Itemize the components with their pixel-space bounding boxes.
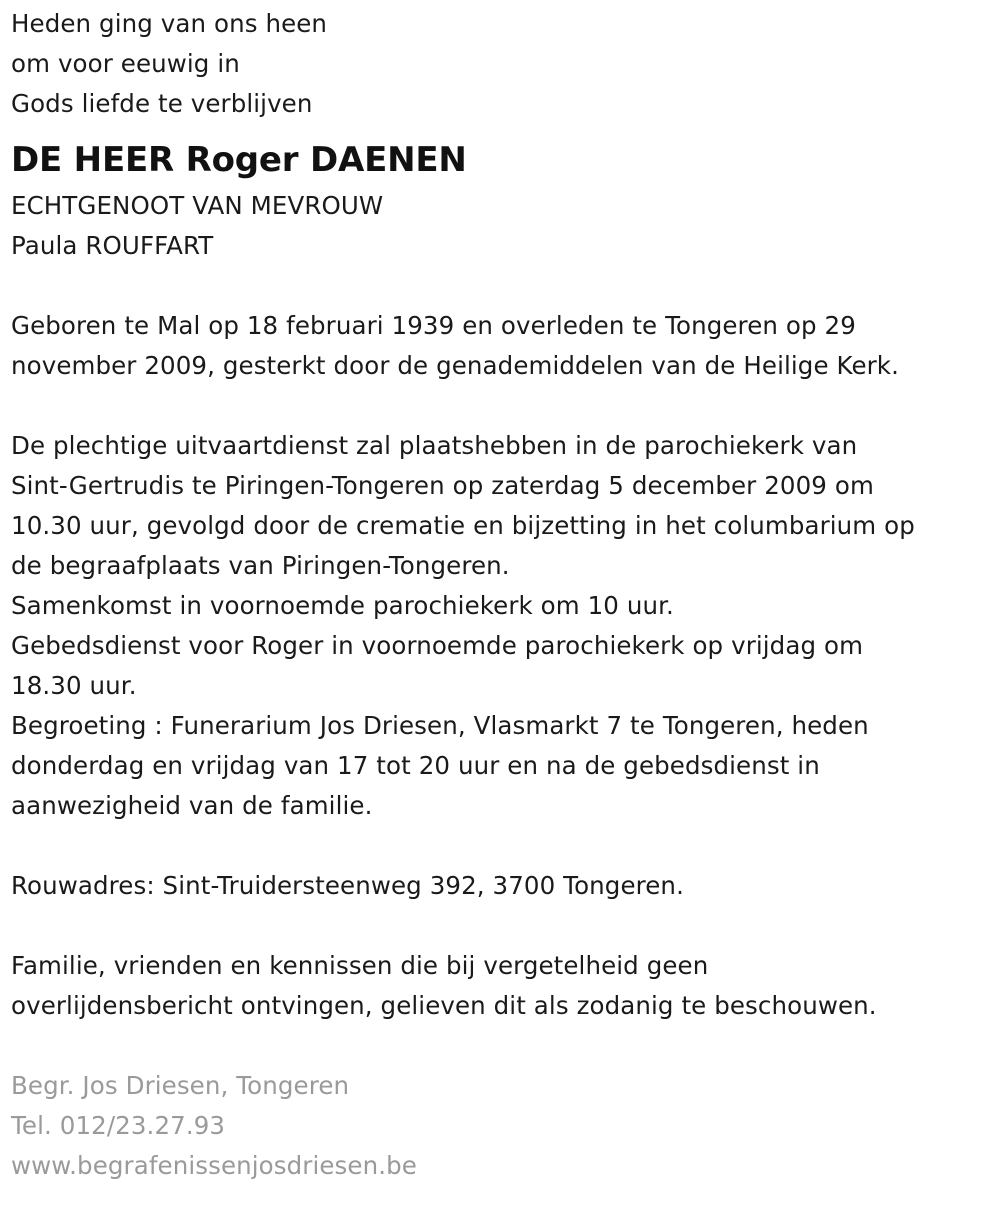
paragraph-line: Familie, vrienden en kennissen die bij vergetelheid geen [11,951,709,980]
mourning-address: Rouwadres: Sint-Truidersteenweg 392, 3700 Tongeren. [11,871,684,900]
verse-line: Gods liefde te verblijven [11,89,313,118]
spacer [11,906,991,946]
paragraph-line: Gebedsdienst voor Roger in voornoemde parochiekerk op vrijdag om [11,631,864,660]
spouse-title: ECHTGENOOT VAN MEVROUW [11,191,384,220]
paragraph-line: november 2009, gesterkt door de genademiddelen van de Heilige Kerk. [11,351,899,380]
paragraph-line: donderdag en vrijdag van 17 tot 20 uur en na de gebedsdienst in [11,751,820,780]
spacer [11,826,991,866]
paragraph-line: 10.30 uur, gevolgd door de crematie en bijzetting in het columbarium op [11,511,915,540]
undertaker-website: www.begrafenissenjosdriesen.be [11,1151,417,1180]
paragraph-line: De plechtige uitvaartdienst zal plaatshebben in de parochiekerk van [11,431,858,460]
undertaker-phone: Tel. 012/23.27.93 [11,1111,226,1140]
birth-death-paragraph [11,306,991,386]
spacer [11,266,991,306]
spacer [11,1026,991,1066]
paragraph-line: Geboren te Mal op 18 februari 1939 en overleden te Tongeren op 29 [11,311,856,340]
deceased-name: DE HEER Roger DAENEN [11,140,467,180]
verse-line: om voor eeuwig in [11,49,240,78]
verse-line: Heden ging van ons heen [11,9,328,38]
paragraph-line: Begroeting : Funerarium Jos Driesen, Vlasmarkt 7 te Tongeren, heden [11,711,869,740]
undertaker-info [11,1066,991,1186]
paragraph-line: Sint-Gertrudis te Piringen-Tongeren op zaterdag 5 december 2009 om [11,471,874,500]
paragraph-line: aanwezigheid van de familie. [11,791,373,820]
ceremony-paragraph [11,426,991,826]
family-notice [11,946,991,1026]
obituary-notice [11,4,991,1186]
spouse-name: Paula ROUFFART [11,231,214,260]
paragraph-line: Samenkomst in voornoemde parochiekerk om 10 uur. [11,591,674,620]
paragraph-line: overlijdensbericht ontvingen, gelieven dit als zodanig te beschouwen. [11,991,877,1020]
undertaker-name: Begr. Jos Driesen, Tongeren [11,1071,350,1100]
paragraph-line: 18.30 uur. [11,671,137,700]
spacer [11,386,991,426]
paragraph-line: de begraafplaats van Piringen-Tongeren. [11,551,510,580]
opening-verse [11,4,991,124]
